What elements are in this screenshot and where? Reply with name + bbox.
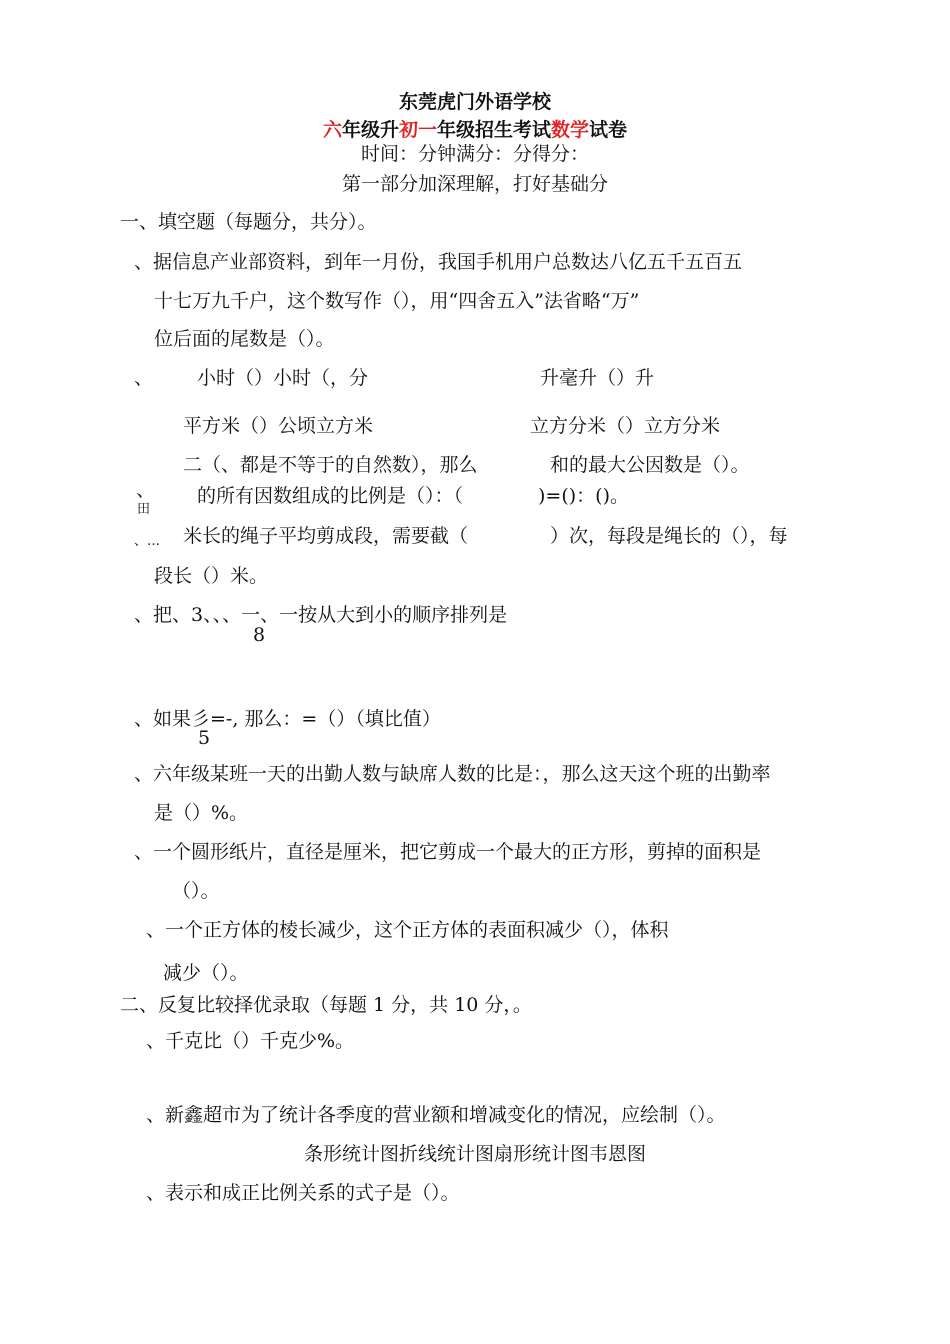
exam-title-part: 数学 bbox=[551, 119, 590, 141]
exam-title-part: 试卷 bbox=[589, 119, 628, 141]
question-2-right2: 立方分米（）立方分米 bbox=[530, 415, 721, 437]
exam-title-part: 初一 bbox=[398, 119, 437, 141]
section2-question-1: 、千克比（）千克少%。 bbox=[146, 1030, 355, 1052]
question-5-text1: 米长的绳子平均剪成段，需要截（ bbox=[183, 525, 469, 547]
exam-title-part: 六 bbox=[322, 119, 342, 141]
exam-info-line: 时间：分钟满分：分得分： bbox=[360, 143, 589, 165]
exam-title-part: 年级升 bbox=[341, 119, 399, 141]
question-6-text: 、把、3、、、一、一按从大到小的顺序排列是 bbox=[134, 604, 508, 626]
question-1-line2: 十七万九千户，这个数写作（），用“四舍五入”法省略“万” bbox=[154, 290, 640, 312]
question-2-right1: 升毫升（）升 bbox=[540, 367, 655, 389]
school-name: 东莞虎门外语学校 bbox=[398, 91, 551, 113]
question-4-prefix: 、 bbox=[136, 479, 156, 501]
question-6-digit: 8 bbox=[253, 624, 266, 646]
question-10-line1: 、一个正方体的棱长减少，这个正方体的表面积减少（），体积 bbox=[146, 919, 669, 941]
section2-question-3: 、表示和成正比例关系的式子是（）。 bbox=[146, 1182, 460, 1204]
question-5-line2: 段长（）米。 bbox=[154, 565, 269, 587]
question-7-text: 、如果彡=-, 那么：=（）（填比值） bbox=[134, 708, 441, 730]
question-1-line3: 位后面的尾数是（）。 bbox=[154, 328, 335, 350]
section2-title: 二、反复比较择优录取（每题 1 分，共 10 分，。 bbox=[120, 994, 532, 1016]
section1-title: 一、填空题（每题分，共分）。 bbox=[120, 211, 377, 233]
exam-title-part: 年级招生考试 bbox=[437, 119, 552, 141]
question-5-mark: 、… bbox=[134, 534, 161, 549]
section2-question-2: 、新鑫超市为了统计各季度的营业额和增减变化的情况，应绘制（）。 bbox=[146, 1104, 726, 1126]
question-2-prefix: 、 bbox=[134, 367, 154, 389]
part-title: 第一部分加深理解，打好基础分 bbox=[341, 173, 608, 195]
question-10-line2: 减少（）。 bbox=[163, 962, 249, 984]
exam-title bbox=[0, 118, 950, 142]
question-5-text2: ）次，每段是绳长的（），每 bbox=[550, 525, 788, 547]
question-8-line1: 、六年级某班一天的出勤人数与缺席人数的比是：，那么这天这个班的出勤率 bbox=[134, 763, 771, 785]
question-8-line2: 是（）%。 bbox=[154, 802, 249, 824]
question-7-digit: 5 bbox=[198, 727, 211, 749]
question-1-line1: 、据信息产业部资料，到年一月份，我国手机用户总数达八亿五千五百五 bbox=[134, 251, 743, 273]
question-4-mark: 田 bbox=[137, 502, 151, 517]
question-4-text2: )=()：()。 bbox=[538, 485, 629, 507]
question-4-text: 的所有因数组成的比例是（）：（ bbox=[197, 485, 464, 507]
question-3-right: 和的最大公因数是（）。 bbox=[550, 454, 750, 476]
question-3-left: 二（、都是不等于的自然数），那么 bbox=[183, 454, 478, 476]
section2-question-2-options: 条形统计图折线统计图扇形统计图韦恩图 bbox=[303, 1143, 646, 1165]
question-2-left2: 平方米（）公顷立方米 bbox=[183, 415, 374, 437]
question-2-left1: 小时（）小时（，分 bbox=[197, 367, 369, 389]
question-9-line2: （）。 bbox=[172, 880, 220, 902]
question-9-line1: 、一个圆形纸片，直径是厘米，把它剪成一个最大的正方形，剪掉的面积是 bbox=[134, 841, 762, 863]
